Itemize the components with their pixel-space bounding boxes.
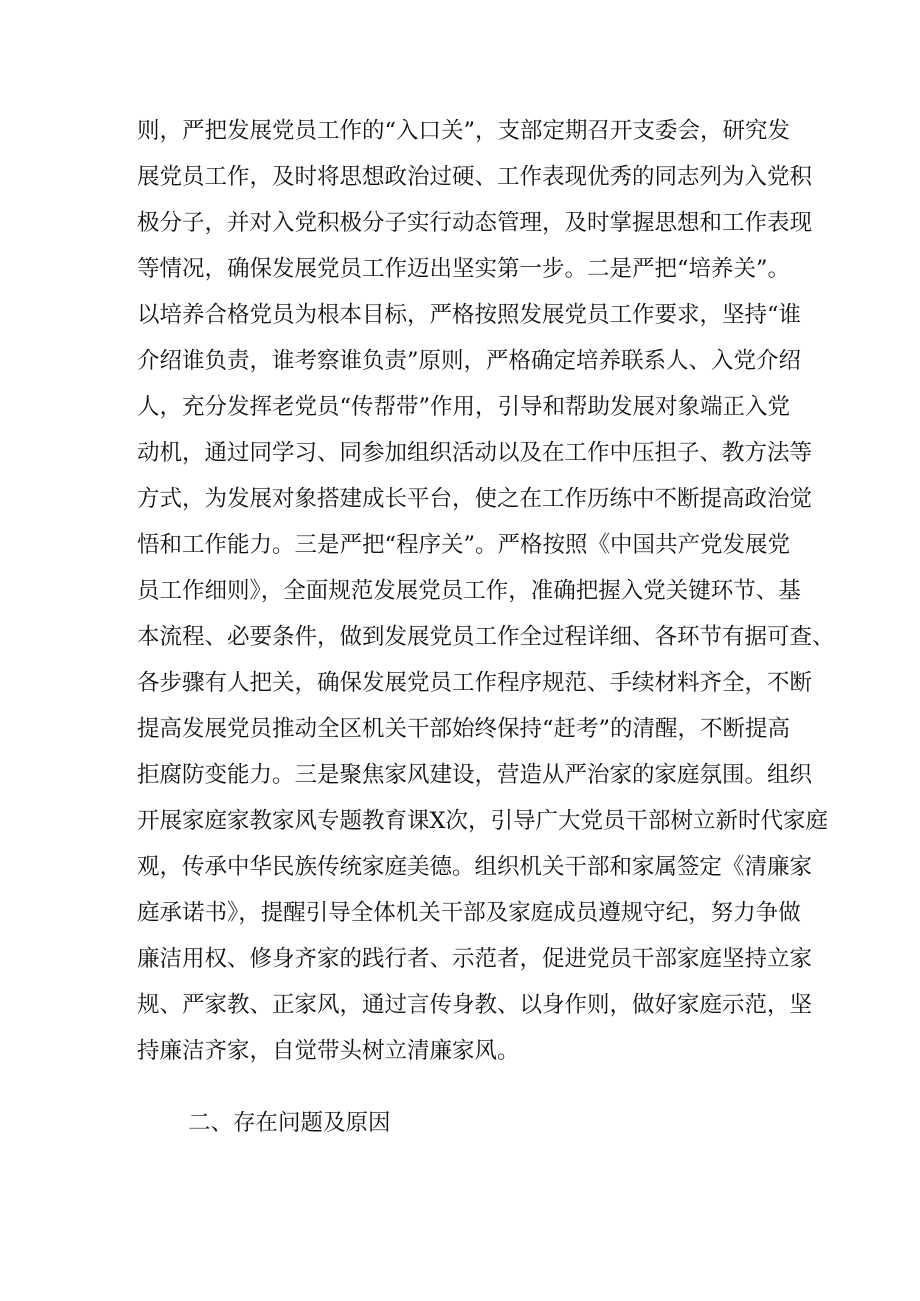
paragraph-line: 则，严把发展党员工作的“入口关”，支部定期召开支委会，研究发: [137, 118, 791, 144]
paragraph-line: 等情况，确保发展党员工作迈出坚实第一步。二是严把“培养关”。: [137, 256, 791, 282]
paragraph-line: 规、严家教、正家风，通过言传身教、以身作则，做好家庭示范，坚: [137, 992, 813, 1018]
paragraph-line: 廉洁用权、修身齐家的践行者、示范者，促进党员干部家庭坚持立家: [137, 946, 813, 972]
section-heading: 二、存在问题及原因: [188, 1110, 391, 1136]
paragraph-line: 持廉洁齐家，自觉带头树立清廉家风。: [137, 1038, 520, 1064]
paragraph-line: 本流程、必要条件，做到发展党员工作全过程详细、各环节有据可查、: [137, 624, 835, 650]
paragraph-line: 展党员工作，及时将思想政治过硬、工作表现优秀的同志列为入党积: [137, 164, 813, 190]
paragraph-line: 员工作细则》，全面规范发展党员工作，准确把握入党关键环节、基: [137, 578, 801, 604]
paragraph-line: 极分子，并对入党积极分子实行动态管理，及时掌握思想和工作表现: [137, 210, 813, 236]
paragraph-line: 悟和工作能力。三是严把“程序关”。严格按照《中国共产党发展党: [137, 532, 791, 558]
paragraph-line: 观，传承中华民族传统家庭美德。组织机关干部和家属签定《清廉家: [137, 854, 813, 880]
paragraph-line: 提高发展党员推动全区机关干部始终保持“赶考”的清醒，不断提高: [137, 716, 791, 742]
paragraph-line: 各步骤有人把关，确保发展党员工作程序规范、手续材料齐全，不断: [137, 670, 813, 696]
paragraph-line: 以培养合格党员为根本目标，严格按照发展党员工作要求，坚持“谁: [137, 302, 802, 328]
paragraph-line: 人，充分发挥老党员“传帮带”作用，引导和帮助发展对象端正入党: [137, 394, 791, 420]
paragraph-line: 介绍谁负责，谁考察谁负责”原则，严格确定培养联系人、入党介绍: [137, 348, 802, 374]
paragraph-line: 动机，通过同学习、同参加组织活动以及在工作中压担子、教方法等: [137, 440, 813, 466]
paragraph-line: 开展家庭家教家风专题教育课X次，引导广大党员干部树立新时代家庭: [137, 808, 829, 834]
paragraph-line: 拒腐防变能力。三是聚焦家风建设，营造从严治家的家庭氛围。组织: [137, 762, 813, 788]
paragraph-line: 方式，为发展对象搭建成长平台，使之在工作历练中不断提高政治觉: [137, 486, 813, 512]
paragraph-line: 庭承诺书》，提醒引导全体机关干部及家庭成员遵规守纪，努力争做: [137, 900, 801, 926]
